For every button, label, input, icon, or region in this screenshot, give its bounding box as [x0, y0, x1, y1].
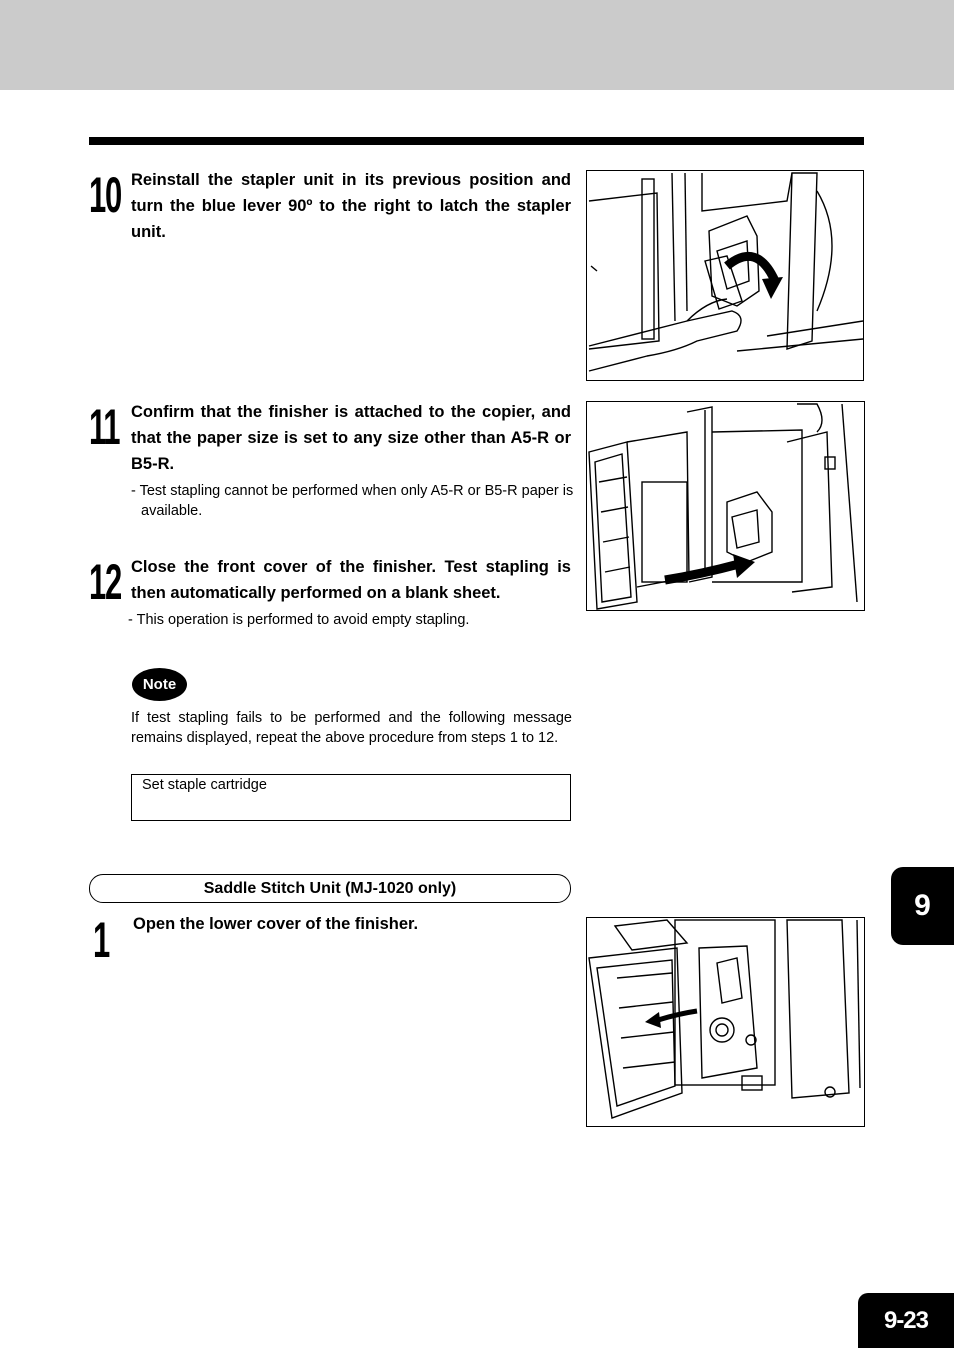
step-1-instruction: Open the lower cover of the finisher. — [133, 915, 419, 933]
step-11-note: - Test stapling cannot be performed when only A5-R or B5-R paper is available. — [131, 483, 574, 519]
note-badge: Note — [132, 668, 187, 701]
page-number: 9-23 — [858, 1293, 954, 1348]
section-heading: Saddle Stitch Unit (MJ-1020 only) — [89, 874, 571, 903]
finisher-cover-illustration — [586, 401, 865, 611]
lower-cover-illustration — [586, 917, 865, 1127]
message-display-box — [131, 774, 571, 821]
step-12-note: - This operation is performed to avoid empty stapling. — [128, 612, 470, 628]
message-text: Set staple cartridge — [142, 777, 267, 793]
note-text: If test stapling fails to be performed and the following message remains displayed, repeat the above procedure from steps 1 to 12. — [131, 710, 572, 746]
chapter-tab: 9 — [891, 867, 954, 945]
step-number-1: 1 — [93, 912, 110, 968]
step-10-instruction: Reinstall the stapler unit in its previous position and turn the blue lever 90º to the right to latch the stapler unit. — [131, 171, 571, 241]
header-band — [0, 0, 954, 90]
step-number-12: 12 — [89, 554, 122, 610]
step-number-10: 10 — [89, 167, 122, 223]
step-11-instruction: Confirm that the finisher is attached to the copier, and that the paper size is set to any size other than A5-R or B5-R. — [131, 403, 571, 473]
step-12-instruction: Close the front cover of the finisher. Test stapling is then automatically performed on a blank sheet. — [131, 558, 571, 602]
section-rule — [89, 137, 864, 145]
stapler-lever-illustration — [586, 170, 864, 381]
step-number-11: 11 — [89, 399, 120, 455]
